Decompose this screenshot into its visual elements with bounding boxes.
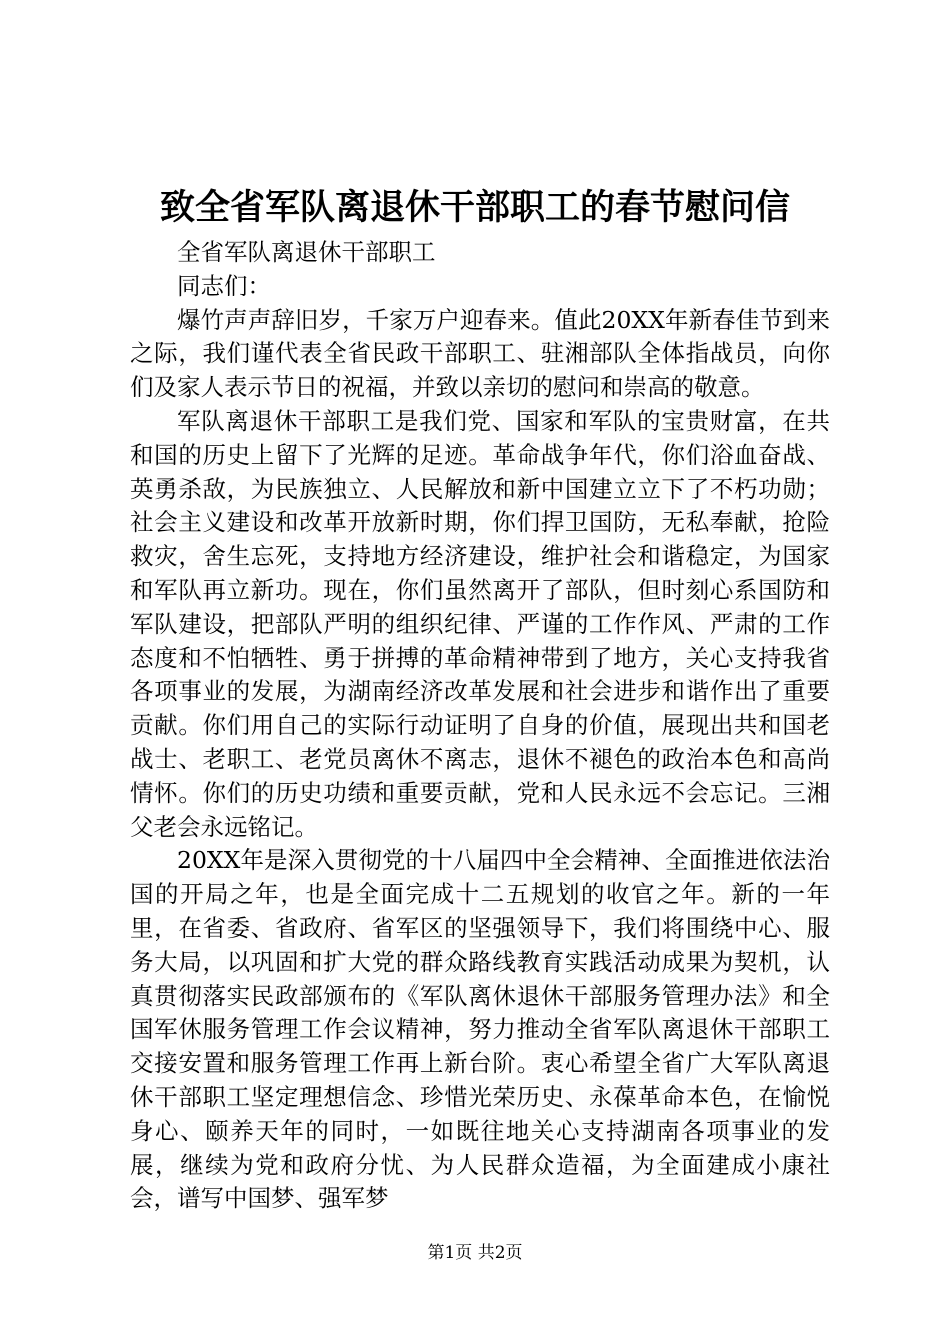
greeting-line: 同志们： — [177, 271, 271, 300]
document-title: 致全省军队离退休干部职工的春节慰问信 — [159, 187, 790, 228]
letter-body — [130, 236, 830, 1216]
paragraph: 20XX年是深入贯彻党的十八届四中全会精神、全面推进依法治国的开局之年，也是全面完成十二五规划的收官之年。新的一年里，在省委、省政府、省军区的坚强领导下，我们将围绕中心、服务大局，以巩固和扩大党的群众路线教育实践活动成果为契机，认真贯彻落实民政部颁布的《军队离休退休干部服务管理办法》和全国军休服务管理工作会议精神，努力推动全省军队离退休干部职工交接安置和服务管理工作再上新台阶。衷心希望全省广大军队离退休干部职工坚定理想信念、珍惜光荣历史、永葆革命本色，在愉悦身心、颐养天年的同时，一如既往地关心支持湖南各项事业的发展，继续为党和政府分忧、为人民群众造福，为全面建成小康社会，谱写中国梦、强军梦 — [130, 846, 830, 1213]
page-number: 第1页 共2页 — [427, 1243, 523, 1263]
recipient-line: 全省军队离退休干部职工 — [177, 238, 436, 266]
paragraph: 军队离退休干部职工是我们党、国家和军队的宝贵财富，在共和国的历史上留下了光辉的足迹。革命战争年代，你们浴血奋战、英勇杀敌，为民族独立、人民解放和新中国建立立下了不朽功勋；社会主义建设和改革开放新时期，你们捍卫国防，无私奉献，抢险救灾，舍生忘死，支持地方经济建设，维护社会和谐稳定，为国家和军队再立新功。现在，你们虽然离开了部队，但时刻心系国防和军队建设，把部队严明的组织纪律、严谨的工作作风、严肃的工作态度和不怕牺牲、勇于拼搏的革命精神带到了地方，关心支持我省各项事业的发展，为湖南经济改革发展和社会进步和谐作出了重要贡献。你们用自己的实际行动证明了自身的价值，展现出共和国老战士、老职工、老党员离休不离志，退休不褪色的政治本色和高尚情怀。你们的历史功绩和重要贡献，党和人民永远不会忘记。三湘父老会永远铭记。 — [130, 406, 830, 841]
paragraph: 爆竹声声辞旧岁，千家万户迎春来。值此20XX年新春佳节到来之际，我们谨代表全省民政干部职工、驻湘部队全体指战员，向你们及家人表示节日的祝福，并致以亲切的慰问和崇高的敬意。 — [130, 305, 830, 402]
